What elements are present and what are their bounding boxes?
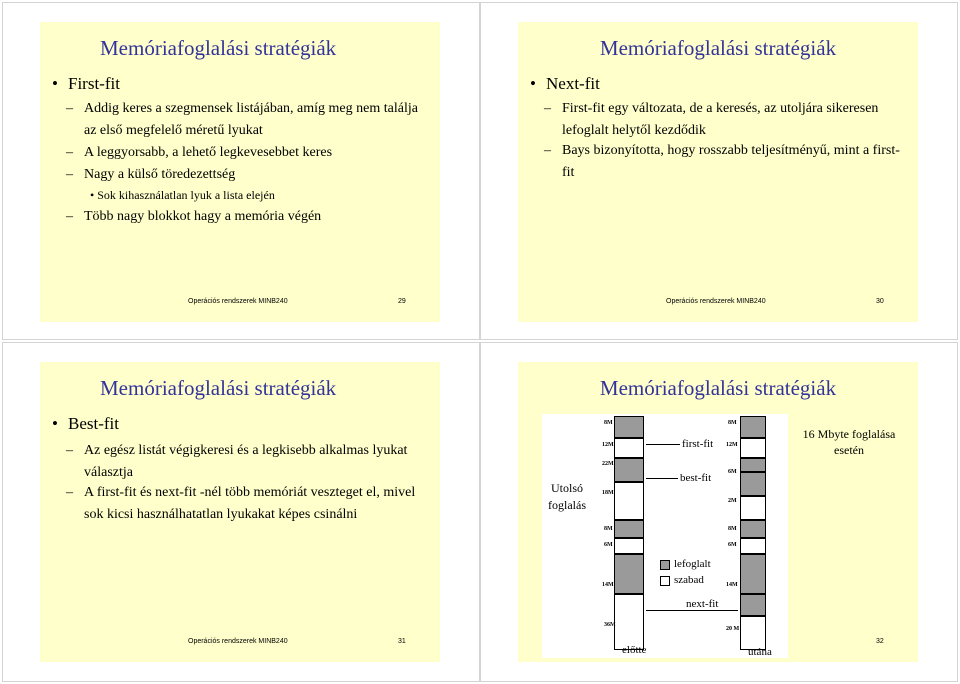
before-block-6m bbox=[614, 538, 644, 554]
next-fit-arrow bbox=[646, 610, 738, 611]
after-block-2m bbox=[740, 496, 766, 520]
before-size: 22M bbox=[602, 461, 614, 467]
after-size: 12M bbox=[726, 442, 738, 448]
legend-used-label: lefoglalt bbox=[674, 558, 711, 570]
bullet-best-fit: • Best-fit bbox=[52, 414, 119, 433]
slide-title: Memóriafoglalási stratégiák bbox=[100, 36, 337, 60]
next-fit-label: next-fit bbox=[686, 598, 719, 610]
before-block-36m bbox=[614, 594, 644, 650]
item-1: – Az egész listát végigkeresi és a legkisebb alkalmas lyukat választja bbox=[66, 443, 408, 480]
before-block-22m bbox=[614, 458, 644, 482]
before-block-8m-b bbox=[614, 520, 644, 538]
after-block-16m bbox=[740, 472, 766, 496]
after-size: 2M bbox=[728, 498, 737, 504]
slide-title: Memóriafoglalási stratégiák bbox=[599, 36, 837, 60]
after-size: 6M bbox=[728, 469, 737, 475]
after-size: 8M bbox=[728, 420, 737, 426]
before-size: 8M bbox=[604, 420, 613, 426]
after-size: 20 M bbox=[726, 626, 740, 632]
after-block-8m-b bbox=[740, 520, 766, 538]
legend-free-label: szabad bbox=[674, 574, 704, 586]
footer-course: Operációs rendszerek MINB240 bbox=[188, 298, 288, 305]
first-fit-arrow bbox=[646, 444, 680, 445]
after-block-8m bbox=[740, 416, 766, 438]
before-size: 12M bbox=[602, 442, 614, 448]
item-2: – A leggyorsabb, a lehető legkevesebbet keres bbox=[66, 145, 333, 160]
item-1: – First-fit egy változata, de a keresés, az utoljára sikeresen lefoglalt helytől kezdődik bbox=[544, 101, 879, 138]
slide-title: Memóriafoglalási stratégiák bbox=[599, 376, 837, 400]
footer-course: Operációs rendszerek MINB240 bbox=[666, 298, 766, 305]
bullet-first-fit: • First-fit bbox=[52, 74, 120, 93]
before-block-12m bbox=[614, 438, 644, 458]
item-1: – Addig keres a szegmensek listájában, amíg meg nem találja az első megfelelő méretű lyukat bbox=[66, 101, 418, 138]
memory-diagram bbox=[542, 414, 788, 658]
item-4: – Több nagy blokkot hagy a memória végén bbox=[66, 209, 322, 224]
request-note: 16 Mbyte foglalása esetén bbox=[802, 427, 896, 457]
best-fit-label: best-fit bbox=[680, 472, 712, 484]
before-size: 8M bbox=[604, 526, 613, 532]
page-number: 32 bbox=[876, 638, 884, 645]
after-block-6m bbox=[740, 538, 766, 554]
before-size: 36M bbox=[604, 622, 616, 628]
page-number: 29 bbox=[398, 298, 406, 305]
page-number: 30 bbox=[876, 298, 884, 305]
page-number: 31 bbox=[398, 638, 406, 645]
item-2: – Bays bizonyította, hogy rosszabb teljesítményű, mint a first-fit bbox=[544, 143, 900, 180]
after-size: 14M bbox=[726, 582, 738, 588]
before-label: előtte bbox=[622, 644, 647, 656]
after-block-20m bbox=[740, 616, 766, 650]
first-fit-label: first-fit bbox=[682, 438, 714, 450]
slide-29 bbox=[40, 22, 440, 322]
legend-free-swatch bbox=[660, 576, 670, 586]
before-size: 14M bbox=[602, 582, 614, 588]
footer-course: Operációs rendszerek MINB240 bbox=[188, 638, 288, 645]
slide-title: Memóriafoglalási stratégiák bbox=[100, 376, 337, 400]
after-size: 8M bbox=[728, 526, 737, 532]
after-size: 6M bbox=[728, 542, 737, 548]
before-block-18m bbox=[614, 482, 644, 520]
bullet-next-fit: • Next-fit bbox=[530, 74, 600, 93]
legend-used-swatch bbox=[660, 560, 670, 570]
after-block-12m bbox=[740, 438, 766, 458]
slide-32 bbox=[518, 362, 918, 662]
after-block-14m bbox=[740, 554, 766, 594]
slide-30 bbox=[518, 22, 918, 322]
slide-31 bbox=[40, 362, 440, 662]
request-label: Utolsó foglalás bbox=[548, 481, 586, 512]
item-3: – Nagy a külső töredezettség bbox=[66, 167, 236, 182]
before-size: 6M bbox=[604, 542, 613, 548]
after-label: utána bbox=[748, 646, 772, 658]
item-3-sub: • Sok kihasználatlan lyuk a lista elején bbox=[90, 188, 275, 202]
item-2: – A first-fit és next-fit -nél több memóriát veszteget el, mivel sok kicsi használhatatlan lyukakat képes csinálni bbox=[66, 485, 416, 522]
before-block-14m-used bbox=[614, 554, 644, 594]
before-block-8m bbox=[614, 416, 644, 438]
after-block-22m bbox=[740, 458, 766, 472]
before-size: 18M bbox=[602, 490, 614, 496]
best-fit-arrow bbox=[646, 478, 678, 479]
after-block-16m-b bbox=[740, 594, 766, 616]
